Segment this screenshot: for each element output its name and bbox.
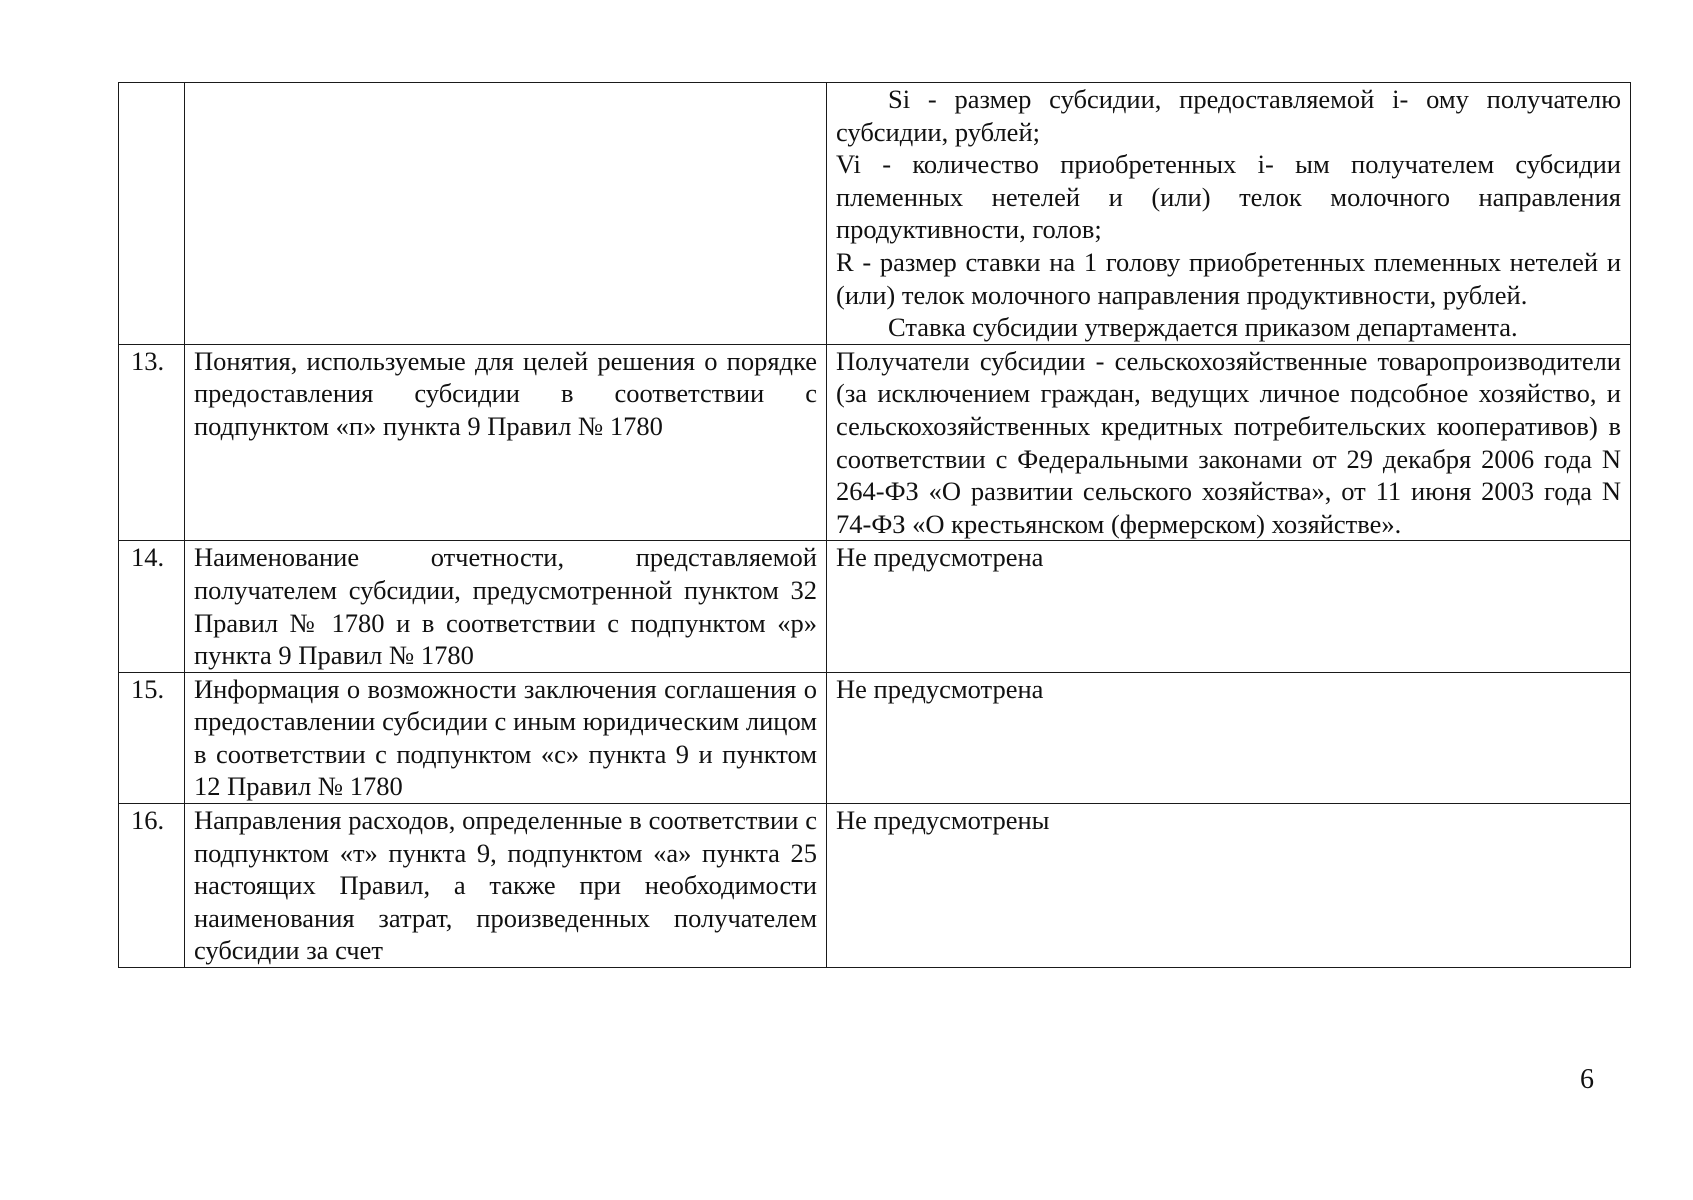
row-number: 15. — [119, 672, 185, 803]
value-paragraph: Vi - количество приобретенных i- ым получателем субсидии племенных нетелей и (или) телок молочного направления продуктивности, голов; — [836, 149, 1621, 245]
regulation-table — [118, 82, 1631, 968]
row-value — [827, 83, 1631, 345]
table-row — [119, 344, 1631, 541]
row-name — [185, 83, 827, 345]
row-number: 13. — [119, 344, 185, 541]
row-value — [827, 541, 1631, 672]
row-number — [119, 83, 185, 345]
row-number: 16. — [119, 804, 185, 968]
value-paragraph: Не предусмотрена — [836, 673, 1044, 704]
value-paragraph: Не предусмотрены — [836, 805, 1050, 836]
value-paragraph: Не предусмотрена — [836, 542, 1044, 573]
table-body — [119, 83, 1631, 968]
row-number: 14. — [119, 541, 185, 672]
row-value — [827, 672, 1631, 803]
row-name: Направления расходов, определенные в соответствии с подпунктом «т» пункта 9, подпунктом «а» пункта 25 настоящих Правил, а также при необходимости наименования затрат, произведенных получателем субсидии за счет — [185, 804, 827, 968]
table-row — [119, 541, 1631, 672]
value-paragraph: Si - размер субсидии, предоставляемой i- ому получателю субсидии, рублей; — [836, 84, 1621, 147]
row-value — [827, 344, 1631, 541]
value-paragraph: Получатели субсидии - сельскохозяйственные товаропроизводители (за исключением граждан, ведущих личное подсобное хозяйство, и сельскохозяйственных кредитных потребительских кооперативов) в соответствии с Федеральными законами от 29 декабря 2006 года N 264-ФЗ «О развитии сельского хозяйства», от 11 июня 2003 года N 74-ФЗ «О крестьянском (фермерском) хозяйстве». — [836, 345, 1621, 539]
value-paragraph: Ставка субсидии утверждается приказом департамента. — [888, 312, 1518, 343]
table-row — [119, 672, 1631, 803]
table-row — [119, 83, 1631, 345]
row-name: Понятия, используемые для целей решения о порядке предоставления субсидии в соответствии с подпунктом «п» пункта 9 Правил № 1780 — [185, 344, 827, 541]
row-name: Наименование отчетности, представляемой получателем субсидии, предусмотренной пунктом 32 Правил № 1780 и в соответствии с подпунктом «р» пункта 9 Правил № 1780 — [185, 541, 827, 672]
row-value — [827, 804, 1631, 968]
row-name: Информация о возможности заключения соглашения о предоставлении субсидии с иным юридическим лицом в соответствии с подпунктом «с» пункта 9 и пунктом 12 Правил № 1780 — [185, 672, 827, 803]
value-paragraph: R - размер ставки на 1 голову приобретенных племенных нетелей и (или) телок молочного направления продуктивности, рублей. — [836, 246, 1621, 310]
page-number: 6 — [1580, 1064, 1594, 1095]
table-row — [119, 804, 1631, 968]
